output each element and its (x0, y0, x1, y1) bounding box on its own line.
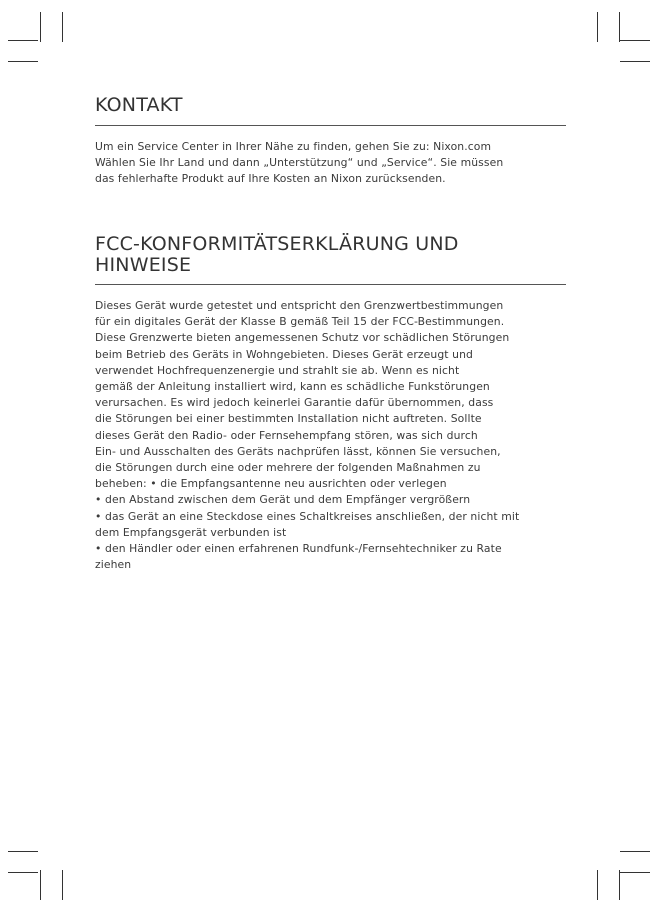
fcc-line: Dieses Gerät wurde getestet und entspricht den Grenzwertbestimmungen (95, 299, 504, 312)
fcc-body (95, 298, 566, 573)
crop-mark (620, 872, 650, 873)
kontakt-divider (95, 125, 566, 126)
fcc-line: dem Empfangsgerät verbunden ist (95, 525, 287, 539)
kontakt-body (95, 139, 566, 188)
crop-mark (620, 40, 650, 41)
fcc-line: verursachen. Es wird jedoch keinerlei Garantie dafür übernommen, dass (95, 396, 494, 410)
fcc-line: die Störungen durch eine oder mehrere der folgenden Maßnahmen zu (95, 461, 481, 475)
crop-mark (8, 40, 38, 41)
fcc-line: beim Betrieb des Geräts in Wohngebieten. Dieses Gerät erzeugt und (95, 347, 473, 361)
fcc-line: • den Händler oder einen erfahrenen Rundfunk-/Fernsehtechniker zu Rate (95, 542, 502, 556)
crop-mark (40, 870, 41, 900)
fcc-heading-line2: HINWEISE (95, 254, 192, 276)
fcc-line: Diese Grenzwerte bieten angemessenen Schutz vor schädlichen Störungen (95, 331, 510, 345)
crop-mark (619, 12, 620, 42)
crop-mark (597, 870, 598, 900)
kontakt-line: Um ein Service Center in Ihrer Nähe zu finden, gehen Sie zu: Nixon.com (95, 140, 492, 153)
crop-mark (8, 872, 38, 873)
crop-mark (597, 12, 598, 42)
fcc-divider (95, 284, 566, 285)
crop-mark (620, 851, 650, 852)
fcc-line: gemäß der Anleitung installiert wird, kann es schädliche Funkstörungen (95, 380, 490, 394)
crop-mark (62, 12, 63, 42)
crop-mark (8, 851, 38, 852)
fcc-line: • den Abstand zwischen dem Gerät und dem Empfänger vergrößern (95, 493, 471, 507)
crop-mark (619, 870, 620, 900)
kontakt-heading: KONTAKT (95, 94, 183, 116)
crop-mark (620, 61, 650, 62)
crop-mark (40, 12, 41, 42)
fcc-line: verwendet Hochfrequenzenergie und strahlt sie ab. Wenn es nicht (95, 363, 460, 377)
fcc-line: beheben: • die Empfangsantenne neu ausrichten oder verlegen (95, 477, 447, 491)
crop-mark (62, 870, 63, 900)
fcc-line: ziehen (95, 558, 132, 572)
kontakt-line: das fehlerhafte Produkt auf Ihre Kosten an Nixon zurücksenden. (95, 172, 446, 186)
fcc-heading-line1: FCC-KONFORMITÄTSERKLÄRUNG UND (95, 233, 459, 255)
fcc-section (95, 234, 566, 573)
kontakt-line: Wählen Sie Ihr Land und dann „Unterstützung“ und „Service“. Sie müssen (95, 156, 504, 170)
crop-mark (8, 61, 38, 62)
fcc-line: dieses Gerät den Radio- oder Fernsehempfang stören, was sich durch (95, 428, 478, 442)
fcc-line: für ein digitales Gerät der Klasse B gemäß Teil 15 der FCC-Bestimmungen. (95, 315, 505, 329)
fcc-line: • das Gerät an eine Steckdose eines Schaltkreises anschließen, der nicht mit (95, 509, 520, 523)
fcc-line: die Störungen bei einer bestimmten Installation nicht auftreten. Sollte (95, 412, 482, 426)
fcc-line: Ein- und Ausschalten des Geräts nachprüfen lässt, können Sie versuchen, (95, 444, 501, 458)
kontakt-section (95, 95, 566, 188)
